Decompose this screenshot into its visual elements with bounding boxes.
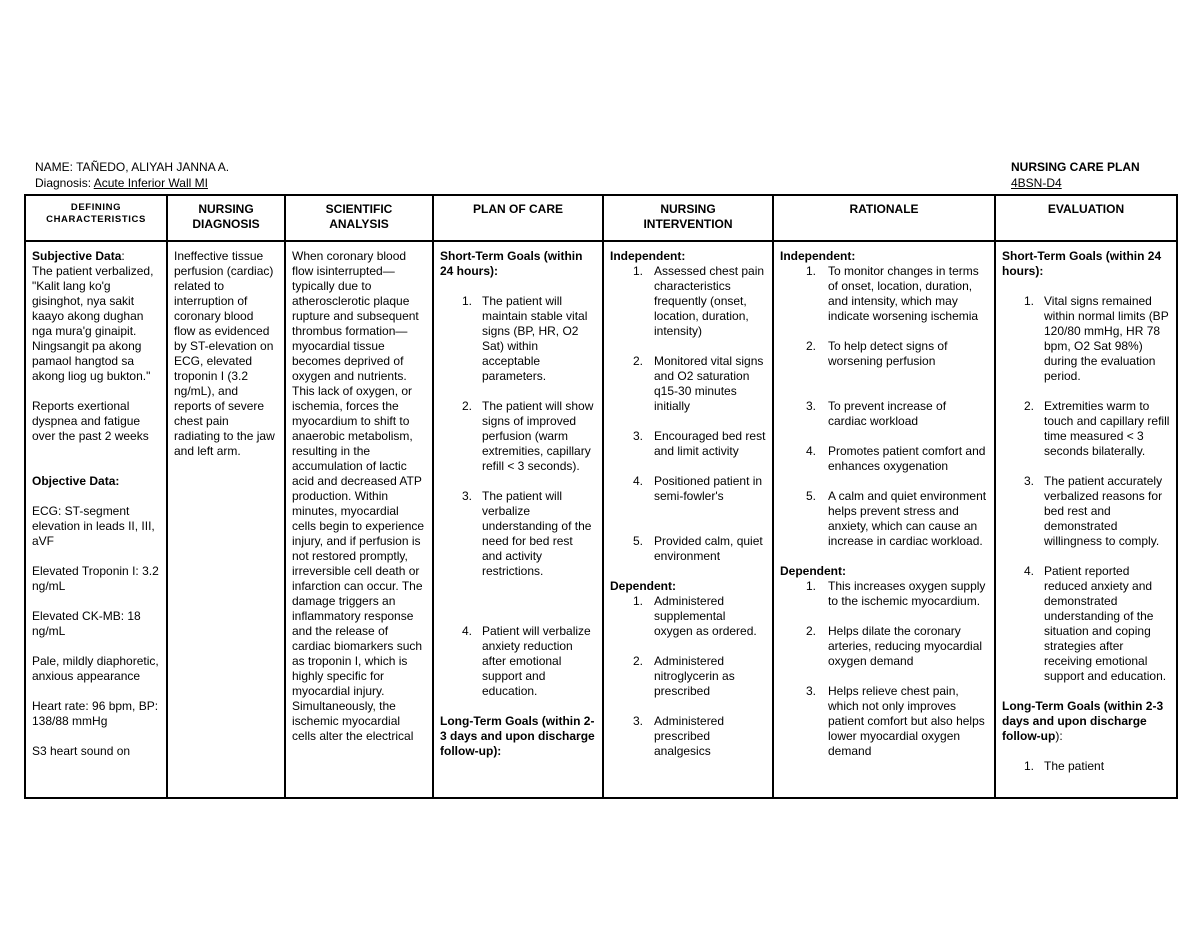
subjective-quote: The patient verbalized, "Kalit lang ko'g gisinghot, nya sakit kaayo akong dughan nga mura'g ginaipit. Ningsangit pa akong pamaol hangtod sa akong liog ug bukton." xyxy=(32,264,154,383)
rationale-dependent-list xyxy=(780,579,988,759)
evaluation-short-term-label: Short-Term Goals (within 24 hours): xyxy=(1002,249,1162,278)
intervention-independent-label: Independent: xyxy=(610,249,686,263)
header-defining-characteristics: DEFINING CHARACTERISTICS xyxy=(25,195,167,241)
evaluation-short-term-list xyxy=(1002,294,1170,684)
nursing-diagnosis-text: Ineffective tissue perfusion (cardiac) related to interruption of coronary blood flow as evidenced by ST-elevation on ECG, elevated troponin I (3.2 ng/mL), and reports of severe chest pain radiating to the jaw and left arm. xyxy=(174,249,275,458)
header-row xyxy=(25,195,1177,241)
list-item: 4. Patient will verbalize anxiety reduction after emotional support and education. xyxy=(462,624,591,698)
intervention-dependent-label: Dependent: xyxy=(610,579,676,593)
list-item: 5. A calm and quiet environment helps prevent stress and anxiety, which can cause an increase in cardiac workload. xyxy=(806,489,987,548)
objective-appearance: Pale, mildly diaphoretic, anxious appearance xyxy=(32,654,159,683)
diagnosis-label: Diagnosis: xyxy=(35,176,94,190)
scientific-analysis-cell xyxy=(285,241,433,798)
header-nursing-intervention: NURSING INTERVENTION xyxy=(603,195,773,241)
list-item: 5. Provided calm, quiet environment xyxy=(633,534,763,563)
objective-ecg: ECG: ST-segment elevation in leads II, III, aVF xyxy=(32,504,155,548)
objective-label: Objective Data: xyxy=(32,474,120,488)
list-item: 1. This increases oxygen supply to the ischemic myocardium. xyxy=(806,579,986,608)
list-item: 1. Assessed chest pain characteristics frequently (onset, location, duration, intensity) xyxy=(633,264,765,338)
plan-of-care-cell xyxy=(433,241,603,798)
rationale-dependent-label: Dependent: xyxy=(780,564,846,578)
list-item: 4. Positioned patient in semi-fowler's xyxy=(633,474,763,503)
scientific-analysis-text: When coronary blood flow isinterrupted—typically due to atherosclerotic plaque rupture and subsequent thrombus formation—myocardial tissue becomes deprived of oxygen and nutrients. This lack of oxygen, or ischemia, forces the myocardium to shift to anaerobic metabolism, resulting in the accumulation of lactic acid and decreased ATP production. Within minutes, myocardial cells begin to experience injury, and if perfusion is not restored promptly, irreversible cell death or infarction can occur. The damage triggers an inflammatory response and the release of cardiac biomarkers such as troponin I, which is highly specific for myocardial injury. Simultaneously, the ischemic myocardial cells alter the electrical xyxy=(292,249,425,743)
list-item: 3. The patient accurately verbalized reasons for bed rest and demonstrated willingness to comply. xyxy=(1024,474,1163,548)
list-item: 2. Extremities warm to touch and capillary refill time measured < 3 seconds bilaterally. xyxy=(1024,399,1170,458)
rationale-cell xyxy=(773,241,995,798)
list-item: 1. Administered supplemental oxygen as ordered. xyxy=(633,594,757,638)
list-item: 3. Administered prescribed analgesics xyxy=(633,714,725,758)
header-scientific-analysis: SCIENTIFIC ANALYSIS xyxy=(285,195,433,241)
plan-long-term-label: Long-Term Goals (within 2-3 days and upon discharge follow-up): xyxy=(440,714,595,758)
plan-short-term-list xyxy=(440,294,596,699)
header-plan-of-care: PLAN OF CARE xyxy=(433,195,603,241)
objective-vitals: Heart rate: 96 bpm, BP: 138/88 mmHg xyxy=(32,699,159,728)
header-rationale: RATIONALE xyxy=(773,195,995,241)
list-item: 1. Vital signs remained within normal limits (BP 120/80 mmHg, HR 78 bpm, O2 Sat 98%) during the evaluation period. xyxy=(1024,294,1169,383)
nursing-care-plan-table xyxy=(24,194,1178,799)
intervention-dependent-list xyxy=(610,594,766,759)
diagnosis-line xyxy=(35,176,208,191)
objective-s3: S3 heart sound on xyxy=(32,744,131,758)
diagnosis-value: Acute Inferior Wall MI xyxy=(93,176,208,190)
rationale-independent-label: Independent: xyxy=(780,249,856,263)
nursing-intervention-cell xyxy=(603,241,773,798)
section-code: 4BSN-D4 xyxy=(1011,176,1062,190)
document-title: NURSING CARE PLAN xyxy=(1011,160,1140,174)
subjective-label: Subjective Data xyxy=(32,249,122,263)
list-item: 3. The patient will verbalize understanding of the need for bed rest and activity restrictions. xyxy=(462,489,592,578)
patient-name: NAME: TAÑEDO, ALIYAH JANNA A. xyxy=(35,160,230,174)
list-item: 1. The patient will maintain stable vital signs (BP, HR, O2 Sat) within acceptable parameters. xyxy=(462,294,588,383)
subjective-reports: Reports exertional dyspnea and fatigue over the past 2 weeks xyxy=(32,399,149,443)
list-item: 4. Patient reported reduced anxiety and demonstrated understanding of the situation and coping strategies after receiving emotional support and education. xyxy=(1024,564,1167,683)
list-item: 1. To monitor changes in terms of onset, location, duration, and intensity, which may indicate worsening ischemia xyxy=(806,264,979,323)
list-item: 3. Encouraged bed rest and limit activity xyxy=(633,429,766,458)
nursing-diagnosis-cell xyxy=(167,241,285,798)
defining-characteristics-cell: Subjective Data: The patient verbalized, "Kalit lang ko'g gisinghot, nya sakit kaayo akong dughan nga mura'g ginaipit. Ningsangit pa akong pamaol hangtod sa akong liog ug bukton." Reports exertional dyspnea and fatigue over the past 2 weeks Objective Data: ECG: ST-segment elevation in leads II, III, aVF Elevated Troponin I: 3.2 ng/mL Elevated CK-MB: 18 ng/mL Pale, mildly diaphoretic, anxious appearance Heart rate: 96 bpm, BP: 138/88 mmHg S3 heart sound on xyxy=(25,241,167,798)
rationale-independent-list xyxy=(780,264,988,549)
list-item: 3. Helps relieve chest pain, which not only improves patient comfort but also helps lower myocardial oxygen demand xyxy=(806,684,985,758)
header-nursing-diagnosis: NURSING DIAGNOSIS xyxy=(167,195,285,241)
list-item: 2. Administered nitroglycerin as prescribed xyxy=(633,654,735,698)
list-item: 2. Monitored vital signs and O2 saturation q15-30 minutes initially xyxy=(633,354,764,413)
list-item: 4. Promotes patient comfort and enhances oxygenation xyxy=(806,444,986,473)
list-item: 1. The patient xyxy=(1024,759,1105,773)
list-item: 2. To help detect signs of worsening perfusion xyxy=(806,339,948,368)
header-evaluation: EVALUATION xyxy=(995,195,1177,241)
list-item: 2. The patient will show signs of improved perfusion (warm extremities, capillary refill < 3 seconds). xyxy=(462,399,594,473)
content-row xyxy=(25,241,1177,798)
list-item: 3. To prevent increase of cardiac workload xyxy=(806,399,947,428)
evaluation-long-term-label: Long-Term Goals (within 2-3 days and upon discharge follow-up): xyxy=(1002,699,1164,743)
plan-short-term-label: Short-Term Goals (within 24 hours): xyxy=(440,249,583,278)
evaluation-long-term-list xyxy=(1002,759,1170,774)
list-item: 2. Helps dilate the coronary arteries, reducing myocardial oxygen demand xyxy=(806,624,983,668)
objective-ckmb: Elevated CK-MB: 18 ng/mL xyxy=(32,609,141,638)
evaluation-cell xyxy=(995,241,1177,798)
intervention-independent-list xyxy=(610,264,766,564)
objective-troponin: Elevated Troponin I: 3.2 ng/mL xyxy=(32,564,159,593)
